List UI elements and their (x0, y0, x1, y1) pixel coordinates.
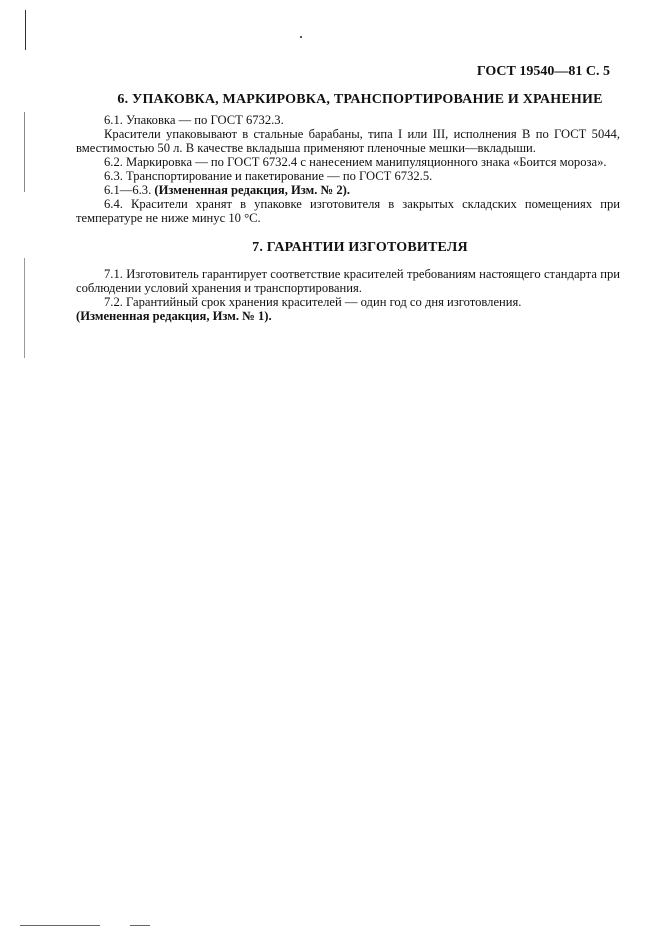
section-7-title: 7. ГАРАНТИИ ИЗГОТОВИТЕЛЯ (252, 240, 468, 255)
scan-artifact-line (24, 112, 25, 192)
paragraph-6-1-detail: Красители упаковывают в стальные барабаны, типа I или III, исполнения В по ГОСТ 5044, вместимостью 50 л. В качестве вкладыша применяют пленочные мешки—вкладыши. (76, 127, 620, 155)
paragraph-7-amendment: (Измененная редакция, Изм. № 1). (76, 309, 272, 323)
paragraph-7-1: 7.1. Изготовитель гарантирует соответствие красителей требованиям настоящего стандарта при соблюдении условий хранения и транспортирования. (76, 267, 620, 295)
paragraph-6-4: 6.4. Красители хранят в упаковке изготовителя в закрытых складских помещениях при температуре не ниже минус 10 °С. (76, 197, 620, 225)
scan-artifact-line (25, 10, 26, 50)
amendment-note: (Измененная редакция, Изм. № 2). (154, 183, 351, 197)
scan-artifact-line (24, 258, 25, 358)
paragraph-7-2: 7.2. Гарантийный срок хранения красителей — один год со дня изготовления. (104, 295, 522, 309)
document-header-code: ГОСТ 19540—81 С. 5 (476, 64, 610, 79)
scan-artifact-line (130, 925, 150, 926)
paragraph-6-3: 6.3. Транспортирование и пакетирование — по ГОСТ 6732.5. (104, 169, 433, 183)
scan-artifact-dot (300, 36, 302, 38)
scan-artifact-line (20, 925, 100, 926)
paragraph-6-amendment (76, 183, 620, 197)
paragraph-6-2: 6.2. Маркировка — по ГОСТ 6732.4 с нанесением манипуляционного знака «Боится мороза». (104, 155, 607, 169)
amendment-range: 6.1—6.3. (104, 183, 155, 197)
section-6-title: 6. УПАКОВКА, МАРКИРОВКА, ТРАНСПОРТИРОВАНИЕ И ХРАНЕНИЕ (117, 92, 603, 107)
paragraph-6-1: 6.1. Упаковка — по ГОСТ 6732.3. (104, 113, 284, 127)
